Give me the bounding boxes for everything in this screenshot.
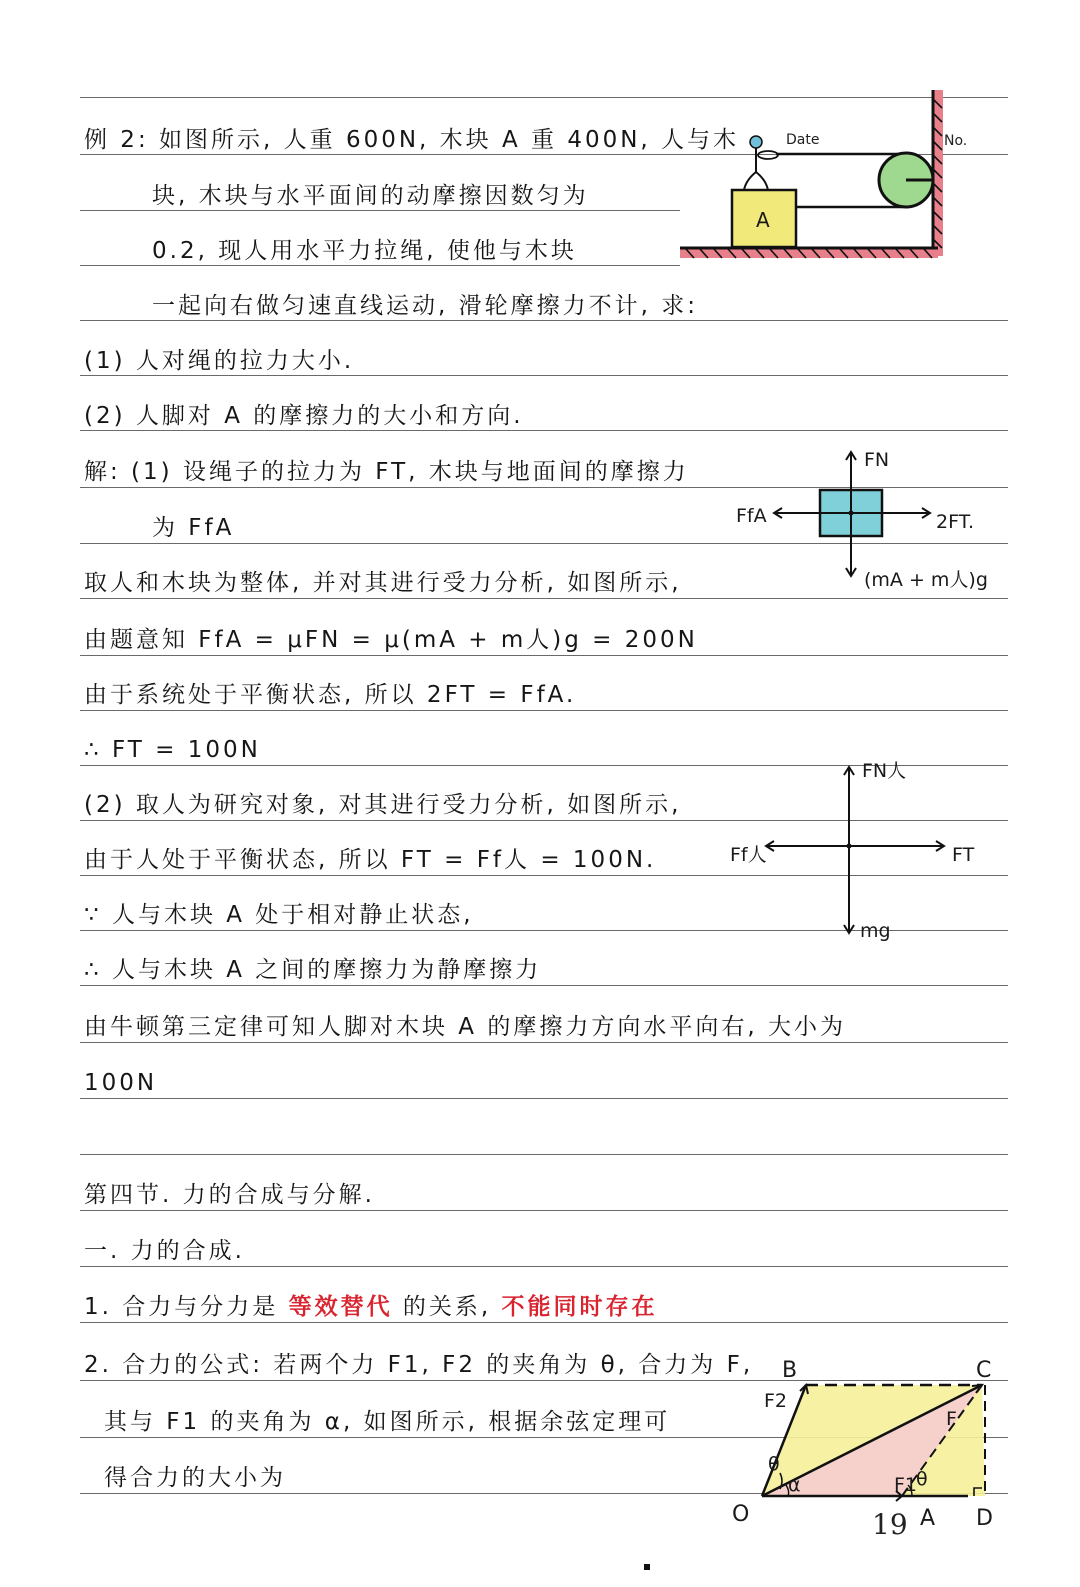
ruled-line — [80, 1210, 1008, 1211]
ruled-line — [80, 1154, 1008, 1155]
solution-line-5: 由于系统处于平衡状态, 所以 2FT = FfA. — [84, 682, 577, 708]
point-2-line-2: 其与 F1 的夹角为 α, 如图所示, 根据余弦定理可 — [104, 1409, 671, 1435]
point-1 — [84, 1293, 658, 1321]
point-1-middle: 的关系, — [392, 1294, 502, 1320]
svg-text:mg: mg — [860, 920, 891, 942]
question-1: (1) 人对绳的拉力大小. — [84, 348, 355, 374]
svg-text:FN: FN — [864, 449, 890, 471]
ruled-line — [80, 375, 1008, 376]
solution2-line-1: (2) 取人为研究对象, 对其进行受力分析, 如图所示, — [84, 792, 682, 818]
svg-text:D: D — [976, 1506, 993, 1531]
question-2: (2) 人脚对 A 的摩擦力的大小和方向. — [84, 403, 524, 429]
solution-line-1: 解: (1) 设绳子的拉力为 FT, 木块与地面间的摩擦力 — [84, 459, 689, 485]
svg-text:F1: F1 — [894, 1474, 918, 1496]
highlight-not-coexist: 不能同时存在 — [501, 1294, 658, 1320]
svg-text:B: B — [782, 1358, 798, 1383]
svg-text:F2: F2 — [764, 1390, 788, 1412]
example-line-1: 例 2: 如图所示, 人重 600N, 木块 A 重 400N, 人与木 — [84, 127, 740, 153]
date-label: Date — [786, 132, 820, 148]
section-title: 第四节. 力的合成与分解. — [84, 1182, 375, 1208]
solution2-line-4: ∴ 人与木块 A 之间的摩擦力为静摩擦力 — [84, 957, 542, 983]
free-body-diagram-person — [730, 755, 1000, 945]
ruled-line — [80, 710, 1008, 711]
solution2-line-5: 由牛顿第三定律可知人脚对木块 A 的摩擦力方向水平向右, 大小为 — [84, 1014, 846, 1040]
ruled-line — [80, 1322, 1008, 1323]
ruled-line — [80, 1266, 1008, 1267]
ruled-line — [80, 1042, 1008, 1043]
svg-text:FfA: FfA — [736, 505, 767, 527]
svg-text:(mA + m人)g: (mA + m人)g — [864, 569, 988, 591]
example-line-3: 0.2, 现人用水平力拉绳, 使他与木块 — [152, 238, 577, 264]
svg-text:A: A — [920, 1506, 936, 1531]
solution-line-3: 取人和木块为整体, 并对其进行受力分析, 如图所示, — [84, 570, 682, 596]
solution-line-4: 由题意知 FfA = μFN = μ(mA + m人)g = 200N — [84, 627, 698, 653]
svg-text:C: C — [976, 1358, 992, 1383]
solution-line-6: ∴ FT = 100N — [84, 737, 261, 763]
page-number: 19 — [872, 1508, 908, 1541]
point-2-line-3: 得合力的大小为 — [104, 1465, 286, 1491]
solution2-line-3: ∵ 人与木块 A 处于相对静止状态, — [84, 902, 474, 928]
pulley-diagram — [676, 90, 956, 270]
point-1-prefix: 1. 合力与分力是 — [84, 1294, 289, 1320]
svg-text:2FT.: 2FT. — [936, 511, 975, 533]
svg-text:FT: FT — [952, 844, 975, 866]
point-2-line-1: 2. 合力的公式: 若两个力 F1, F2 的夹角为 θ, 合力为 F, — [84, 1352, 754, 1378]
svg-text:θ: θ — [768, 1453, 780, 1475]
no-label: No. — [944, 133, 968, 149]
solution2-line-6: 100N — [84, 1070, 158, 1096]
svg-text:FN人: FN人 — [862, 760, 907, 782]
svg-text:F: F — [946, 1408, 957, 1430]
section-subtitle: 一. 力的合成. — [84, 1238, 245, 1264]
solution2-line-2: 由于人处于平衡状态, 所以 FT = Ff人 = 100N. — [84, 847, 657, 873]
solution-line-2: 为 FfA — [152, 515, 235, 541]
page-mark — [644, 1564, 650, 1570]
svg-text:θ: θ — [916, 1468, 928, 1490]
svg-text:A: A — [756, 208, 770, 232]
ruled-line — [80, 655, 1008, 656]
force-parallelogram-diagram — [720, 1355, 1020, 1545]
svg-text:α: α — [788, 1474, 801, 1496]
ruled-line — [80, 430, 1008, 431]
highlight-equivalent-substitution: 等效替代 — [288, 1294, 393, 1320]
svg-text:Ff人: Ff人 — [730, 844, 767, 866]
ruled-line — [80, 985, 1008, 986]
ruled-line — [80, 265, 680, 266]
example-line-2: 块, 木块与水平面间的动摩擦因数匀为 — [152, 183, 589, 209]
ruled-line — [80, 320, 1008, 321]
ruled-line — [80, 1098, 1008, 1099]
ruled-line — [80, 210, 680, 211]
svg-text:O: O — [732, 1502, 750, 1527]
free-body-diagram-system — [730, 440, 1000, 600]
example-line-4: 一起向右做匀速直线运动, 滑轮摩擦力不计, 求: — [152, 293, 698, 319]
